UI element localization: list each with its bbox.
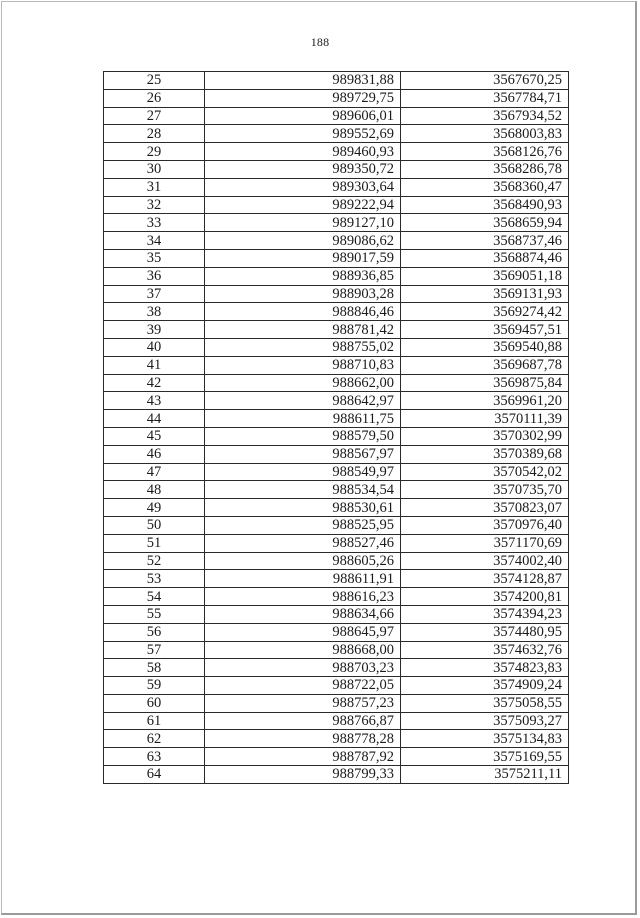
- table-row: [104, 463, 569, 481]
- y-coordinate-cell: 3570735,70: [401, 481, 569, 499]
- x-coordinate-cell: 988579,50: [205, 427, 401, 445]
- table-row: [104, 748, 569, 766]
- table-row: [104, 214, 569, 232]
- x-coordinate-cell: 988846,46: [205, 303, 401, 321]
- table-row: [104, 570, 569, 588]
- table-row: [104, 267, 569, 285]
- y-coordinate-cell: 3574823,83: [401, 659, 569, 677]
- x-coordinate-cell: 988903,28: [205, 285, 401, 303]
- point-number-cell: 55: [104, 605, 205, 623]
- point-number-cell: 38: [104, 303, 205, 321]
- point-number-cell: 29: [104, 143, 205, 161]
- point-number-cell: 57: [104, 641, 205, 659]
- y-coordinate-cell: 3567670,25: [401, 72, 569, 90]
- table-row: [104, 623, 569, 641]
- table-row: [104, 534, 569, 552]
- table-row: [104, 410, 569, 428]
- x-coordinate-cell: 988549,97: [205, 463, 401, 481]
- x-coordinate-cell: 988567,97: [205, 445, 401, 463]
- coordinates-table: [103, 71, 569, 784]
- y-coordinate-cell: 3569457,51: [401, 321, 569, 339]
- y-coordinate-cell: 3567784,71: [401, 89, 569, 107]
- x-coordinate-cell: 989460,93: [205, 143, 401, 161]
- x-coordinate-cell: 988525,95: [205, 516, 401, 534]
- y-coordinate-cell: 3570542,02: [401, 463, 569, 481]
- table-row: [104, 588, 569, 606]
- point-number-cell: 59: [104, 677, 205, 695]
- y-coordinate-cell: 3570302,99: [401, 427, 569, 445]
- x-coordinate-cell: 988755,02: [205, 338, 401, 356]
- y-coordinate-cell: 3575211,11: [401, 766, 569, 784]
- y-coordinate-cell: 3575134,83: [401, 730, 569, 748]
- y-coordinate-cell: 3569961,20: [401, 392, 569, 410]
- table-row: [104, 552, 569, 570]
- y-coordinate-cell: 3569131,93: [401, 285, 569, 303]
- x-coordinate-cell: 988634,66: [205, 605, 401, 623]
- y-coordinate-cell: 3571170,69: [401, 534, 569, 552]
- point-number-cell: 64: [104, 766, 205, 784]
- table-row: [104, 89, 569, 107]
- point-number-cell: 31: [104, 178, 205, 196]
- y-coordinate-cell: 3574200,81: [401, 588, 569, 606]
- point-number-cell: 40: [104, 338, 205, 356]
- x-coordinate-cell: 989086,62: [205, 232, 401, 250]
- x-coordinate-cell: 989606,01: [205, 107, 401, 125]
- y-coordinate-cell: 3567934,52: [401, 107, 569, 125]
- x-coordinate-cell: 989303,64: [205, 178, 401, 196]
- y-coordinate-cell: 3574394,23: [401, 605, 569, 623]
- point-number-cell: 49: [104, 499, 205, 517]
- x-coordinate-cell: 988527,46: [205, 534, 401, 552]
- x-coordinate-cell: 989552,69: [205, 125, 401, 143]
- y-coordinate-cell: 3568286,78: [401, 160, 569, 178]
- x-coordinate-cell: 988781,42: [205, 321, 401, 339]
- y-coordinate-cell: 3570976,40: [401, 516, 569, 534]
- x-coordinate-cell: 988611,91: [205, 570, 401, 588]
- table-row: [104, 605, 569, 623]
- point-number-cell: 43: [104, 392, 205, 410]
- x-coordinate-cell: 988611,75: [205, 410, 401, 428]
- table-row: [104, 196, 569, 214]
- point-number-cell: 27: [104, 107, 205, 125]
- point-number-cell: 41: [104, 356, 205, 374]
- point-number-cell: 45: [104, 427, 205, 445]
- table-row: [104, 178, 569, 196]
- y-coordinate-cell: 3569274,42: [401, 303, 569, 321]
- point-number-cell: 54: [104, 588, 205, 606]
- x-coordinate-cell: 988766,87: [205, 712, 401, 730]
- point-number-cell: 62: [104, 730, 205, 748]
- point-number-cell: 35: [104, 249, 205, 267]
- table-row: [104, 641, 569, 659]
- y-coordinate-cell: 3568126,76: [401, 143, 569, 161]
- point-number-cell: 51: [104, 534, 205, 552]
- x-coordinate-cell: 988703,23: [205, 659, 401, 677]
- x-coordinate-cell: 988778,28: [205, 730, 401, 748]
- table-row: [104, 143, 569, 161]
- y-coordinate-cell: 3568360,47: [401, 178, 569, 196]
- table-row: [104, 677, 569, 695]
- x-coordinate-cell: 989831,88: [205, 72, 401, 90]
- point-number-cell: 46: [104, 445, 205, 463]
- table-row: [104, 321, 569, 339]
- point-number-cell: 26: [104, 89, 205, 107]
- x-coordinate-cell: 988642,97: [205, 392, 401, 410]
- table-row: [104, 107, 569, 125]
- table-row: [104, 249, 569, 267]
- table-row: [104, 303, 569, 321]
- point-number-cell: 60: [104, 694, 205, 712]
- y-coordinate-cell: 3568659,94: [401, 214, 569, 232]
- table-row: [104, 392, 569, 410]
- x-coordinate-cell: 988799,33: [205, 766, 401, 784]
- point-number-cell: 34: [104, 232, 205, 250]
- point-number-cell: 42: [104, 374, 205, 392]
- table-row: [104, 730, 569, 748]
- point-number-cell: 48: [104, 481, 205, 499]
- table-row: [104, 516, 569, 534]
- y-coordinate-cell: 3574632,76: [401, 641, 569, 659]
- x-coordinate-cell: 988757,23: [205, 694, 401, 712]
- point-number-cell: 50: [104, 516, 205, 534]
- y-coordinate-cell: 3574002,40: [401, 552, 569, 570]
- table-row: [104, 766, 569, 784]
- point-number-cell: 44: [104, 410, 205, 428]
- x-coordinate-cell: 988662,00: [205, 374, 401, 392]
- x-coordinate-cell: 989017,59: [205, 249, 401, 267]
- point-number-cell: 36: [104, 267, 205, 285]
- point-number-cell: 61: [104, 712, 205, 730]
- y-coordinate-cell: 3575093,27: [401, 712, 569, 730]
- table-row: [104, 160, 569, 178]
- point-number-cell: 56: [104, 623, 205, 641]
- x-coordinate-cell: 988722,05: [205, 677, 401, 695]
- x-coordinate-cell: 988668,00: [205, 641, 401, 659]
- y-coordinate-cell: 3570389,68: [401, 445, 569, 463]
- x-coordinate-cell: 988787,92: [205, 748, 401, 766]
- point-number-cell: 33: [104, 214, 205, 232]
- table-row: [104, 374, 569, 392]
- point-number-cell: 39: [104, 321, 205, 339]
- coordinates-table-body: [104, 72, 569, 784]
- y-coordinate-cell: 3574128,87: [401, 570, 569, 588]
- x-coordinate-cell: 988645,97: [205, 623, 401, 641]
- y-coordinate-cell: 3569687,78: [401, 356, 569, 374]
- x-coordinate-cell: 988605,26: [205, 552, 401, 570]
- table-row: [104, 285, 569, 303]
- x-coordinate-cell: 989127,10: [205, 214, 401, 232]
- x-coordinate-cell: 988936,85: [205, 267, 401, 285]
- table-row: [104, 356, 569, 374]
- x-coordinate-cell: 988530,61: [205, 499, 401, 517]
- point-number-cell: 53: [104, 570, 205, 588]
- table-row: [104, 499, 569, 517]
- point-number-cell: 37: [104, 285, 205, 303]
- y-coordinate-cell: 3574909,24: [401, 677, 569, 695]
- table-row: [104, 481, 569, 499]
- point-number-cell: 25: [104, 72, 205, 90]
- x-coordinate-cell: 989350,72: [205, 160, 401, 178]
- y-coordinate-cell: 3574480,95: [401, 623, 569, 641]
- table-row: [104, 659, 569, 677]
- table-row: [104, 125, 569, 143]
- point-number-cell: 58: [104, 659, 205, 677]
- y-coordinate-cell: 3570111,39: [401, 410, 569, 428]
- point-number-cell: 28: [104, 125, 205, 143]
- page-number: 188: [310, 35, 330, 49]
- table-row: [104, 712, 569, 730]
- y-coordinate-cell: 3568490,93: [401, 196, 569, 214]
- table-row: [104, 338, 569, 356]
- y-coordinate-cell: 3568874,46: [401, 249, 569, 267]
- table-row: [104, 445, 569, 463]
- y-coordinate-cell: 3575058,55: [401, 694, 569, 712]
- table-row: [104, 72, 569, 90]
- y-coordinate-cell: 3569875,84: [401, 374, 569, 392]
- point-number-cell: 52: [104, 552, 205, 570]
- y-coordinate-cell: 3575169,55: [401, 748, 569, 766]
- x-coordinate-cell: 988616,23: [205, 588, 401, 606]
- y-coordinate-cell: 3569051,18: [401, 267, 569, 285]
- point-number-cell: 47: [104, 463, 205, 481]
- y-coordinate-cell: 3568737,46: [401, 232, 569, 250]
- table-row: [104, 694, 569, 712]
- x-coordinate-cell: 989222,94: [205, 196, 401, 214]
- x-coordinate-cell: 988710,83: [205, 356, 401, 374]
- x-coordinate-cell: 989729,75: [205, 89, 401, 107]
- point-number-cell: 30: [104, 160, 205, 178]
- y-coordinate-cell: 3570823,07: [401, 499, 569, 517]
- table-row: [104, 427, 569, 445]
- point-number-cell: 63: [104, 748, 205, 766]
- point-number-cell: 32: [104, 196, 205, 214]
- table-row: [104, 232, 569, 250]
- x-coordinate-cell: 988534,54: [205, 481, 401, 499]
- y-coordinate-cell: 3568003,83: [401, 125, 569, 143]
- y-coordinate-cell: 3569540,88: [401, 338, 569, 356]
